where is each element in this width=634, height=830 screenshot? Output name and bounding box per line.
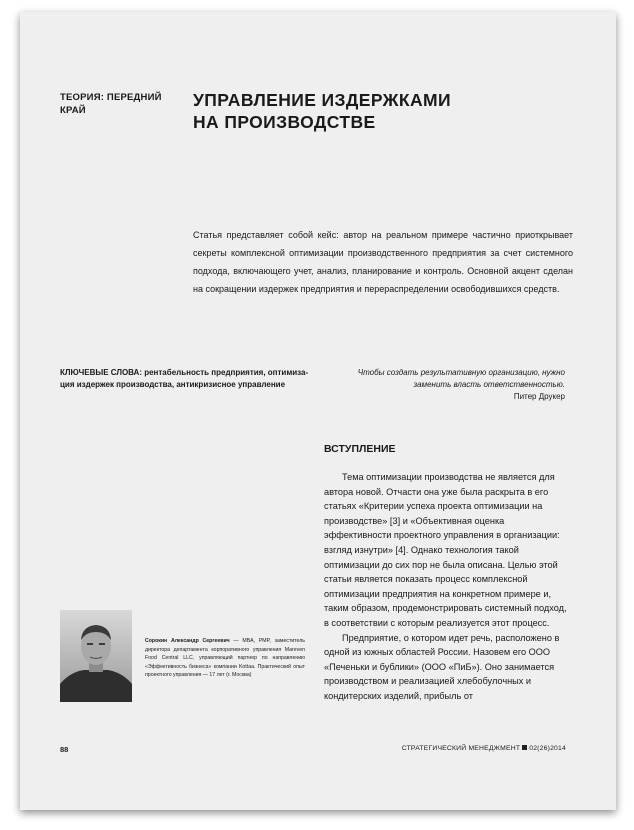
keywords: КЛЮЧЕВЫЕ СЛОВА: рентабельность предприятия, оптимизация издержек производства, антикризисное управление [60, 368, 309, 389]
page-number: 88 [60, 745, 69, 754]
epigraph-author: Питер Друкер [513, 392, 565, 401]
title-line-1: УПРАВЛЕНИЕ ИЗДЕРЖКАМИ [193, 90, 451, 110]
author-photo [60, 610, 132, 702]
journal-name: СТРАТЕГИЧЕСКИЙ МЕНЕДЖМЕНТ [401, 745, 521, 752]
title-line-2: НА ПРОИЗВОДСТВЕ [193, 112, 376, 132]
square-separator-icon [522, 745, 527, 750]
body-paragraph-1: Тема оптимизации производства не является для автора новой. Отчасти она уже была раскрыта в его статьях «Критерии успеха проекта оптимизации на производстве» [3] и «Объективная оценка эффективности проектного управления в организации: взгляд изнутри» [4]. Однако технология такой оптимизации до сих пор не была описана. Целью этой статьи является показать процесс комплексной оптимизации предприятия на конкретном примере и, таким образом, продемонстрировать системный подход, в соответствии с которым реализуется этот процесс. [324, 472, 567, 628]
article-title [193, 89, 573, 133]
journal-footer [402, 745, 566, 752]
body-paragraph-2: Предприятие, о котором идет речь, расположено в одной из южных областей России. Назовем его ООО «Печеньки и бублики» (ООО «ПиБ»). Оно занимается производством и реализацией хлебобулочных и кондитерских изделий, прибыль от [324, 632, 560, 701]
abstract: Статья представляет собой кейс: автор на реальном примере частично приоткрывает секреты комплексной оптимизации производственного предприятия за счет системного подхода, включающего учет, анализ, планирование и контроль. Основной акцент сделан на сокращении издержек предприятия и перераспределении освободившихся средств. [193, 230, 573, 294]
journal-issue: 02(26)2014 [529, 745, 566, 752]
author-bio [145, 637, 305, 680]
author-description: — MBA, PMP, заместитель директора департамента корпоративного управления Mareven Food Central LLC, управляющий партнер по направлению «Эффективность бизнеса» компании Kottaa. Практический опыт проектного управления — 17 лет (г. Москва) [145, 638, 305, 678]
author-name: Сорокин Александр Сергеевич [145, 638, 230, 644]
section-label: ТЕОРИЯ: ПЕРЕДНИЙ КРАЙ [60, 92, 162, 116]
article-body [324, 470, 567, 704]
section-heading: ВСТУПЛЕНИЕ [324, 443, 396, 455]
epigraph [325, 367, 565, 403]
epigraph-quote: Чтобы создать результативную организацию, нужно заменить власть ответственностью. [357, 368, 565, 389]
